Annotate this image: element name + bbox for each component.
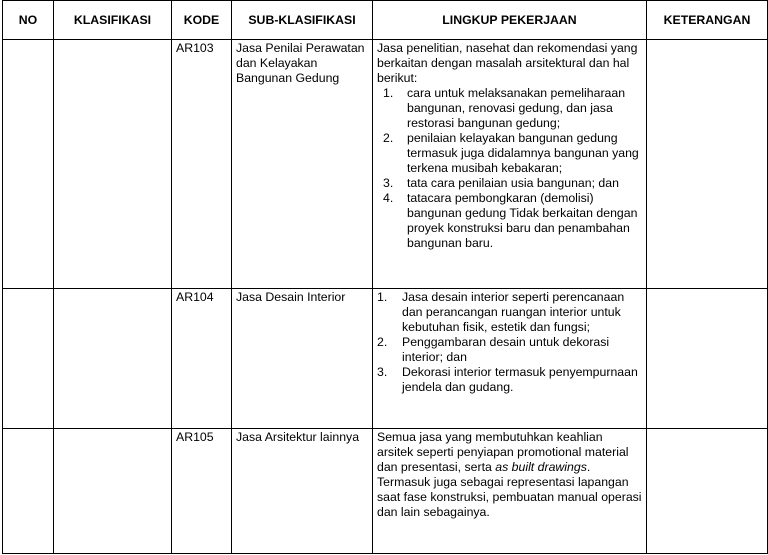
scope-text-after: . Termasuk juga sebagai representasi lapangan saat fase konstruksi, pembuatan manual operasi dan lain sebagainya. [377,460,642,519]
scope-list [377,86,642,251]
header-row [3,1,768,40]
header-keterangan: KETERANGAN [647,1,768,40]
list-item-number: 4. [383,191,394,205]
cell-no [3,289,54,429]
list-item-text: Penggambaran desain untuk dekorasi interior; dan [402,335,610,364]
header-lingkup-pekerjaan: LINGKUP PEKERJAAN [373,1,647,40]
list-item-text: Jasa desain interior seperti perencanaan dan perancangan ruangan interior untuk kebutuhan fisik, estetik dan fungsi; [402,290,625,334]
table-row [3,429,768,554]
list-item [377,365,642,395]
cell-keterangan [647,429,768,554]
classification-table [2,0,768,554]
list-item-text: tatacara pembongkaran (demolisi) bangunan gedung Tidak berkaitan dengan proyek konstruksi baru dan penambahan bangunan baru. [407,191,638,250]
cell-no [3,40,54,289]
cell-lingkup-pekerjaan [373,40,647,289]
list-item [377,176,642,191]
cell-sub-klasifikasi: Jasa Penilai Perawatan dan Kelayakan Bangunan Gedung [232,40,373,289]
scope-list [377,290,642,395]
list-item-text: Dekorasi interior termasuk penyempurnaan jendela dan gudang. [402,365,638,394]
header-sub-klasifikasi: SUB-KLASIFIKASI [232,1,373,40]
list-item-number: 3. [383,176,394,190]
list-item-number: 3. [377,365,388,379]
header-klasifikasi: KLASIFIKASI [54,1,172,40]
cell-kode: AR105 [172,429,232,554]
list-item [377,335,642,365]
cell-kode: AR104 [172,289,232,429]
cell-lingkup-pekerjaan [373,429,647,554]
table-row [3,40,768,289]
list-item-number: 2. [383,131,394,145]
scope-text-before: Semua jasa yang membutuhkan keahlian arsitek seperti penyiapan promotional material dan presentasi, serta [377,430,629,474]
table-row [3,289,768,429]
cell-sub-klasifikasi: Jasa Desain Interior [232,289,373,429]
list-item-number: 2. [377,335,388,349]
list-item-text: tata cara penilaian usia bangunan; dan [407,176,619,190]
cell-keterangan [647,40,768,289]
header-no: NO [3,1,54,40]
list-item [377,290,642,335]
cell-no [3,429,54,554]
cell-klasifikasi [54,40,172,289]
list-item-text: penilaian kelayakan bangunan gedung termasuk juga didalamnya bangunan yang terkena musibah kebakaran; [407,131,639,175]
cell-lingkup-pekerjaan [373,289,647,429]
cell-keterangan [647,289,768,429]
list-item-number: 1. [377,290,388,304]
list-item [377,86,642,131]
list-item [377,131,642,176]
cell-kode: AR103 [172,40,232,289]
list-item-text: cara untuk melaksanakan pemeliharaan bangunan, renovasi gedung, dan jasa restorasi bangunan gedung; [407,86,626,130]
list-item [377,191,642,251]
cell-sub-klasifikasi: Jasa Arsitektur lainnya [232,429,373,554]
cell-klasifikasi [54,429,172,554]
scope-intro: Jasa penelitian, nasehat dan rekomendasi yang berkaitan dengan masalah arsitektural dan hal berikut: [377,41,638,85]
header-kode: KODE [172,1,232,40]
cell-klasifikasi [54,289,172,429]
list-item-number: 1. [383,86,394,100]
scope-text-italic: as built drawings [495,460,587,474]
